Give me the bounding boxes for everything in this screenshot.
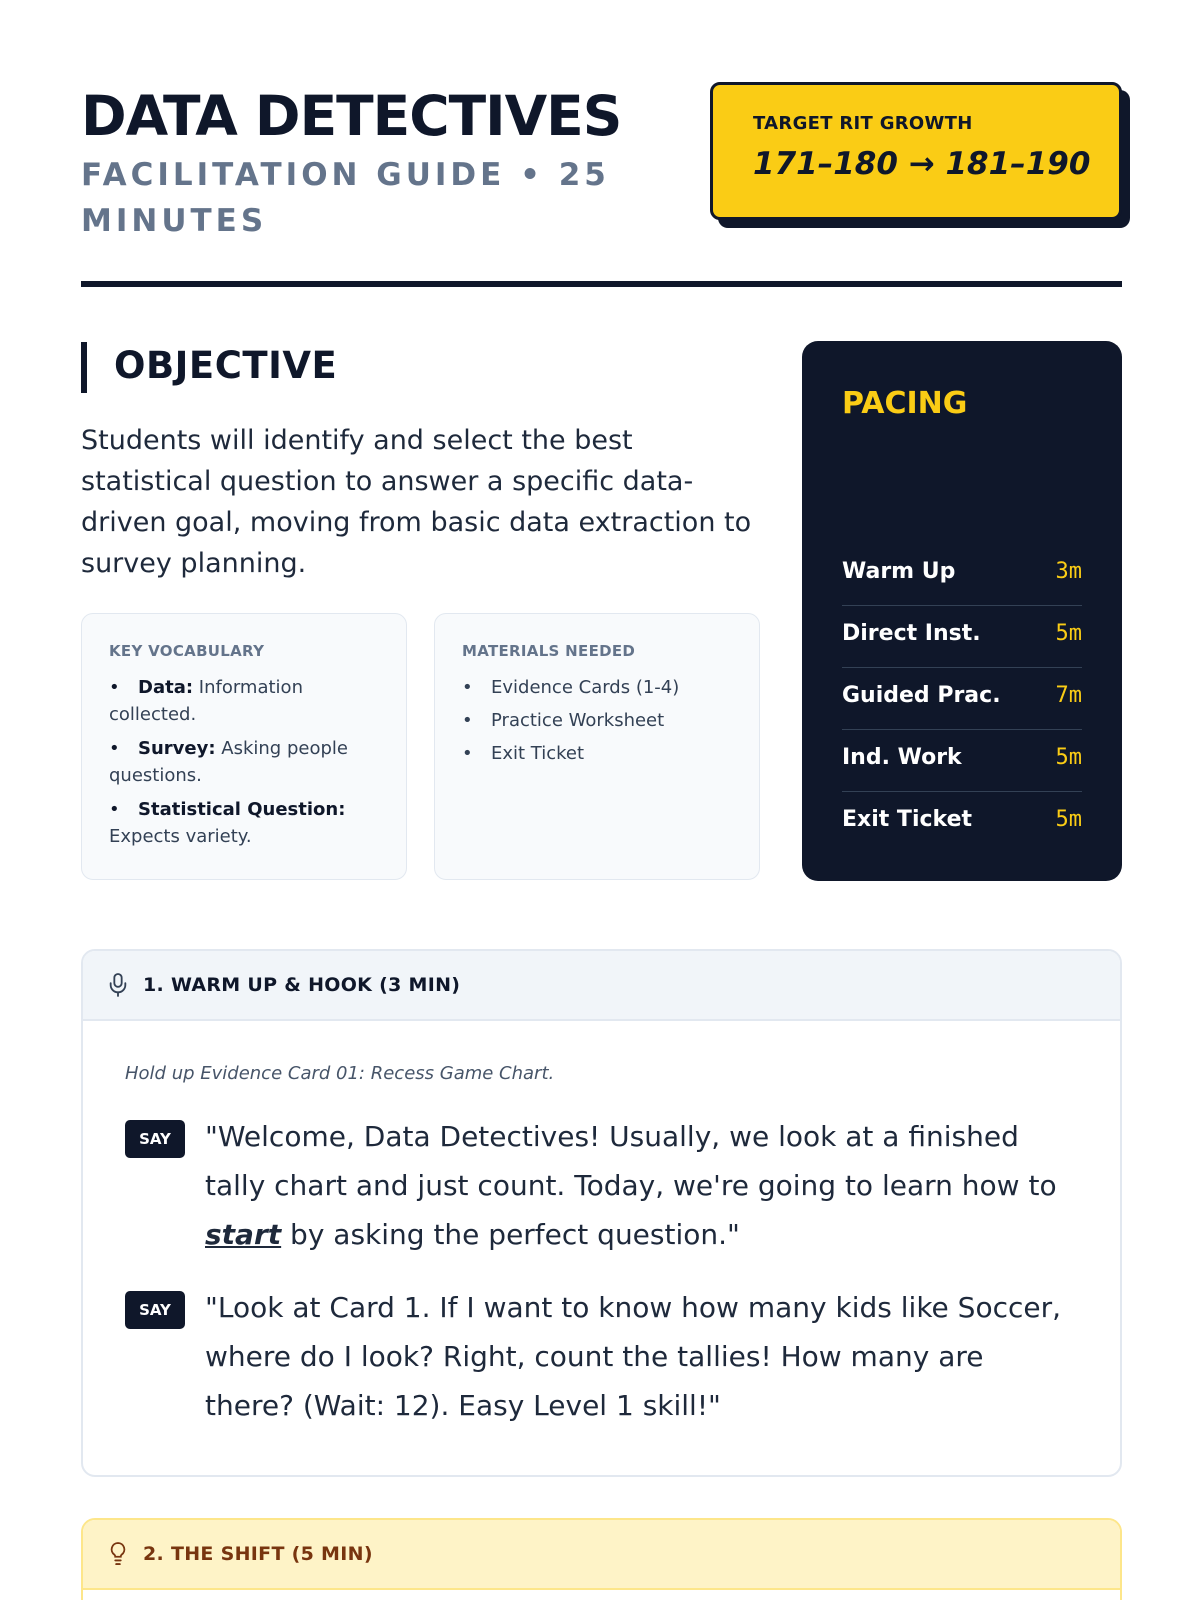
objective-text: Students will identify and select the best statistical question to answer a specific data-driven goal, moving from basic data extraction to survey planning. <box>81 425 752 579</box>
say-script-row <box>125 1283 1078 1430</box>
materials-list <box>462 674 739 767</box>
section-the-shift <box>81 1518 1122 1600</box>
materials-item: • Practice Worksheet <box>462 707 739 734</box>
say-script-row <box>125 1112 1078 1259</box>
vocab-term: Data: <box>138 677 194 698</box>
say-script-text <box>205 1112 1078 1259</box>
pacing-label: Guided Prac. <box>842 683 1001 708</box>
section-the-shift-header[interactable] <box>83 1520 1120 1590</box>
vocab-definition: Asking people questions. <box>109 738 348 786</box>
say-text-part: by asking the perfect question." <box>281 1218 740 1251</box>
materials-label: MATERIALS NEEDED <box>462 642 636 660</box>
header-divider <box>81 281 1122 287</box>
pacing-row-guided-prac <box>842 668 1082 730</box>
pacing-row-exit-ticket <box>842 792 1082 854</box>
pacing-time: 3m <box>1055 559 1082 584</box>
pacing-row-ind-work <box>842 730 1082 792</box>
pacing-row-warm-up <box>842 544 1082 606</box>
vocabulary-label: KEY VOCABULARY <box>109 642 265 660</box>
materials-item: • Evidence Cards (1-4) <box>462 674 739 701</box>
vocabulary-item <box>109 674 386 728</box>
section-warm-up <box>81 949 1122 1477</box>
pacing-time: 5m <box>1055 745 1082 770</box>
microphone-icon <box>107 972 129 998</box>
section-warm-up-body <box>83 1021 1120 1430</box>
pacing-row-direct-inst <box>842 606 1082 668</box>
objective-heading: OBJECTIVE <box>114 344 338 387</box>
vocabulary-item <box>109 796 386 850</box>
pacing-time: 5m <box>1055 807 1082 832</box>
pacing-time: 5m <box>1055 621 1082 646</box>
pacing-label: Exit Ticket <box>842 807 973 832</box>
pacing-time: 7m <box>1055 683 1082 708</box>
pacing-label: Direct Inst. <box>842 621 981 646</box>
section-the-shift-title: 2. THE SHIFT (5 MIN) <box>143 1543 373 1565</box>
objective-accent-bar <box>81 342 87 393</box>
say-badge: SAY <box>125 1291 185 1329</box>
stage-direction: Hold up Evidence Card 01: Recess Game Chart. <box>125 1063 555 1084</box>
target-rit-label: TARGET RIT GROWTH <box>753 113 973 134</box>
page-subtitle: FACILITATION GUIDE • 25 MINUTES <box>81 157 610 239</box>
vocab-term: Statistical Question: <box>138 799 346 820</box>
vocabulary-list <box>109 674 386 850</box>
vocab-definition: Expects variety. <box>109 826 252 847</box>
pacing-panel <box>802 341 1122 881</box>
vocab-definition: Information collected. <box>109 677 303 725</box>
say-badge: SAY <box>125 1120 185 1158</box>
pacing-label: Warm Up <box>842 559 956 584</box>
say-text-part: "Welcome, Data Detectives! Usually, we look at a finished tally chart and just count. Today, we're going to learn how to <box>205 1120 1057 1202</box>
materials-card <box>434 613 760 880</box>
section-warm-up-title: 1. WARM UP & HOOK (3 MIN) <box>143 974 461 996</box>
vocab-term: Survey: <box>138 738 216 759</box>
page-title: DATA DETECTIVES <box>81 84 622 148</box>
pacing-label: Ind. Work <box>842 745 962 770</box>
target-rit-value: 171–180 → 181–190 <box>753 146 1091 182</box>
target-rit-box <box>710 82 1122 220</box>
say-script-text: "Look at Card 1. If I want to know how many kids like Soccer, where do I look? Right, count the tallies! How many are there? (Wait: 12). Easy Level 1 skill!" <box>205 1291 1061 1422</box>
vocabulary-item <box>109 735 386 789</box>
materials-item: • Exit Ticket <box>462 740 739 767</box>
section-warm-up-header[interactable] <box>83 951 1120 1021</box>
vocabulary-card <box>81 613 407 880</box>
page-header <box>81 82 1122 287</box>
pacing-title: PACING <box>842 386 968 421</box>
lightbulb-icon <box>107 1541 129 1567</box>
say-emphasis: start <box>205 1218 282 1251</box>
